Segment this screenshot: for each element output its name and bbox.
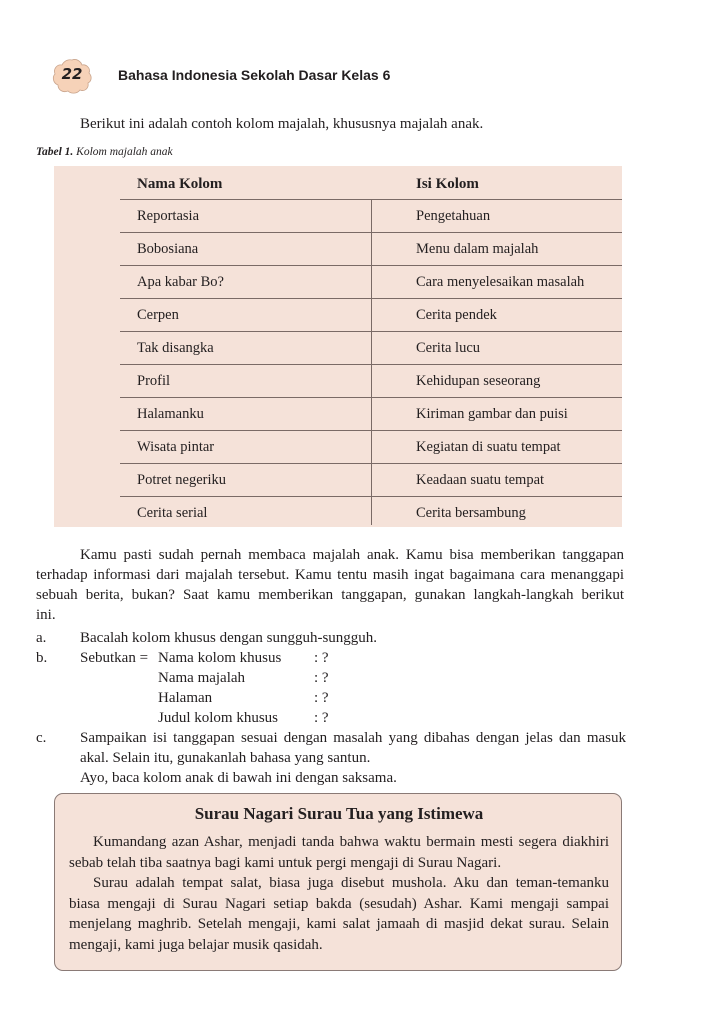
table-column-divider: [371, 199, 372, 525]
table-row: [54, 365, 622, 397]
sub-item-value: : ?: [314, 690, 329, 706]
list-item: [36, 628, 626, 648]
steps-list: [36, 628, 626, 788]
table-cell-content: Kehidupan seseorang: [416, 373, 541, 389]
table-row: [54, 266, 622, 298]
table-header-content: Isi Kolom: [416, 176, 479, 192]
table-row: [54, 299, 622, 331]
story-line: biasa mengaji di Surau Nagari setiap bakda (sesudah) Ashar. Kami mengaji sampai: [69, 895, 609, 912]
table-cell-content: Kiriman gambar dan puisi: [416, 406, 568, 422]
table-cell-name: Cerpen: [137, 307, 179, 323]
table-header-row: [54, 169, 622, 199]
table-row: [54, 233, 622, 265]
table-cell-name: Wisata pintar: [137, 439, 215, 455]
table-caption: [36, 146, 173, 158]
table-caption-text: Kolom majalah anak: [76, 146, 173, 158]
table-cell-name: Halamanku: [137, 406, 204, 422]
sub-item-key: Nama majalah: [158, 670, 246, 686]
list-marker: b.: [36, 650, 48, 666]
table-cell-content: Cerita lucu: [416, 340, 481, 356]
sub-item: [36, 688, 626, 708]
list-marker: a.: [36, 630, 47, 646]
magazine-column-table: [54, 166, 622, 527]
list-item-text: Bacalah kolom khusus dengan sungguh-sungguh.: [80, 630, 378, 646]
list-item: [36, 728, 626, 748]
sub-item-value: : ?: [314, 710, 329, 726]
table-row: [54, 398, 622, 430]
table-cell-name: Bobosiana: [137, 241, 199, 257]
table-row: [54, 200, 622, 232]
table-row: [54, 497, 622, 527]
paragraph-line: ini.: [36, 607, 56, 623]
sub-item-key: Nama kolom khusus: [158, 650, 282, 666]
list-marker: c.: [36, 730, 47, 746]
body-paragraph: [36, 545, 624, 625]
table-cell-name: Apa kabar Bo?: [137, 274, 224, 290]
paragraph-line: sebuah berita, bukan? Saat kamu memberikan tanggapan, gunakan langkah-langkah berikut: [36, 587, 624, 603]
sub-item-value: : ?: [314, 650, 329, 666]
table-cell-name: Reportasia: [137, 208, 200, 224]
list-item-text: Sampaikan isi tanggapan sesuai dengan masalah yang dibahas dengan jelas dan masuk: [80, 730, 626, 746]
sub-item: [36, 668, 626, 688]
list-item-continuation: [36, 768, 626, 788]
table-row: [54, 431, 622, 463]
story-line: Kumandang azan Ashar, menjadi tanda bahwa waktu bermain mesti segera diakhiri: [93, 834, 609, 850]
story-text: [69, 832, 609, 955]
table-cell-name: Cerita serial: [137, 505, 208, 521]
table-cell-content: Cara menyelesaikan masalah: [416, 274, 585, 290]
story-line: Surau adalah tempat salat, biasa juga disebut mushola. Aku dan teman-temanku: [93, 875, 609, 891]
table-row: [54, 464, 622, 496]
sub-item: [36, 708, 626, 728]
list-item-lead: Sebutkan =: [80, 650, 149, 666]
story-title: Surau Nagari Surau Tua yang Istimewa: [194, 804, 484, 823]
story-box: [54, 793, 622, 971]
sub-item-key: Judul kolom khusus: [158, 710, 279, 726]
table-caption-label: Tabel 1.: [36, 146, 74, 158]
story-line: menjelang maghrib. Setelah mengaji, kami salat jamaah di masjid dekat surau. Selain: [69, 916, 609, 932]
list-item-text: akal. Selain itu, gunakanlah bahasa yang santun.: [80, 750, 371, 766]
table-cell-name: Potret negeriku: [137, 472, 226, 488]
table-header-name: Nama Kolom: [137, 176, 223, 192]
table-cell-content: Pengetahuan: [416, 208, 491, 224]
paragraph-line: terhadap informasi dari majalah tersebut. Kamu tentu masih ingat bagaimana cara menanggapi: [36, 567, 624, 583]
page-number: 22: [61, 65, 83, 83]
table-cell-content: Cerita bersambung: [416, 505, 526, 521]
paragraph-line: Kamu pasti sudah pernah membaca majalah anak. Kamu bisa memberikan tanggapan: [80, 547, 624, 563]
page-number-badge: [52, 58, 92, 94]
page-header: [52, 58, 652, 94]
table-cell-content: Cerita pendek: [416, 307, 497, 323]
sub-item-key: Halaman: [158, 690, 213, 706]
table-row: [54, 332, 622, 364]
table-cell-content: Kegiatan di suatu tempat: [416, 439, 561, 455]
list-item-text: Ayo, baca kolom anak di bawah ini dengan saksama.: [80, 770, 397, 786]
list-item: [36, 648, 626, 668]
table-cell-name: Tak disangka: [137, 340, 214, 356]
table-cell-content: Menu dalam majalah: [416, 241, 539, 257]
book-title: Bahasa Indonesia Sekolah Dasar Kelas 6: [118, 67, 391, 83]
intro-text: Berikut ini adalah contoh kolom majalah, khususnya majalah anak.: [80, 116, 484, 132]
list-item-continuation: [36, 748, 626, 768]
sub-item-value: : ?: [314, 670, 329, 686]
table-cell-content: Keadaan suatu tempat: [416, 472, 545, 488]
story-line: sebab telah tiba saatnya bagi kami untuk pergi mengaji di Surau Nagari.: [69, 854, 502, 871]
table-cell-name: Profil: [137, 373, 171, 389]
story-line: mengaji, kami juga belajar musik qasidah.: [69, 936, 323, 953]
